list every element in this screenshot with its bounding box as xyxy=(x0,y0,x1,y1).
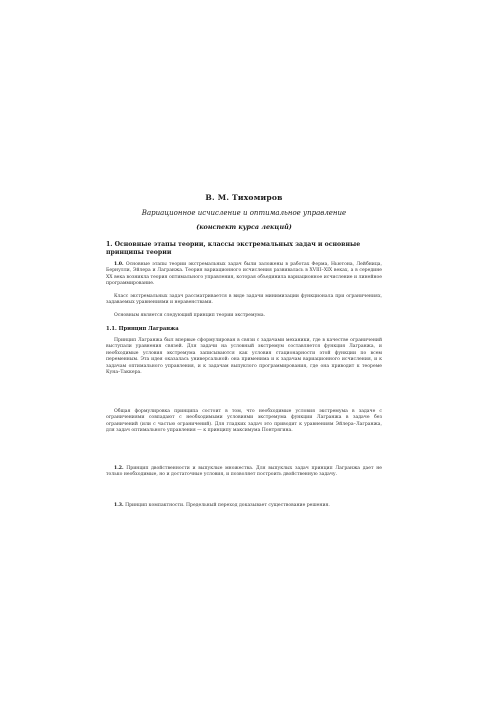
paragraph-3: Основным является следующий принцип теории экстремума. xyxy=(114,313,266,318)
paragraph-7 xyxy=(106,503,382,509)
paragraph-1 xyxy=(106,262,382,288)
paragraph-7-number: 1.3. xyxy=(114,503,124,508)
subsection-1-1-heading: 1.1. Принцип Лагранжа xyxy=(106,326,179,332)
document-subtitle: (конспект курса лекций) xyxy=(196,223,292,231)
paragraph-4: Принцип Лагранжа был впервые сформулирован в связи с задачами механики, где в качестве ограничений выступали уравнения связей. Для задачи на условный экстремум составляется функция Лагранжа, и необходимые условия экстремума записываются как условия стационарности этой функции по всем переменным. Эта идея оказалась универсальной: она применима и к задачам вариационного исчисления, и к задачам оптимального управления, и к задачам выпуклого программирования, где она приводит к теореме Куна–Таккера. xyxy=(106,338,382,376)
paragraph-2: Класс экстремальных задач рассматривается в виде задачи минимизации функционала при ограничениях, задаваемых уравнениями и неравенствами. xyxy=(106,294,382,306)
section-1-heading: 1. Основные этапы теории, классы экстремальных задач и основные принципы теории xyxy=(106,241,361,256)
document-title: Вариационное исчисление и оптимальное управление xyxy=(141,209,347,217)
paragraph-6-text: Принцип двойственности и выпуклые множества. Для выпуклых задач принцип Лагранжа дает не только необходимые, но и достаточные условия, и позволяет построить двойственную задачу. xyxy=(106,466,382,478)
paragraph-1-text: Основные этапы теории экстремальных задач были заложены в работах Ферма, Ньютона, Лейбница, Бернулли, Эйлера и Лагранжа. Теория вариационного исчисления развивалась в XVIII–XIX веках, а в середине XX века возникла теория оптимального управления, которая объединила вариационное исчисление и линейное программирование. xyxy=(106,262,382,287)
author-name: В. М. Тихомиров xyxy=(205,193,283,202)
paragraph-5: Общая формулировка принципа состоит в том, что необходимые условия экстремума в задаче с ограничениями совпадают с необходимыми условиями экстремума функции Лагранжа в задаче без ограничений (или с частью ограничений). Для гладких задач это приводит к уравнениям Эйлера–Лагранжа, для задач оптимального управления — к принципу максимума Понтрягина. xyxy=(106,409,382,434)
paragraph-6-number: 1.2. xyxy=(114,466,124,471)
paragraph-1-number: 1.0. xyxy=(114,262,124,267)
paragraph-7-text: Принцип компактности. Предельный переход доказывает существование решения. xyxy=(125,503,330,508)
paragraph-6 xyxy=(106,466,382,479)
